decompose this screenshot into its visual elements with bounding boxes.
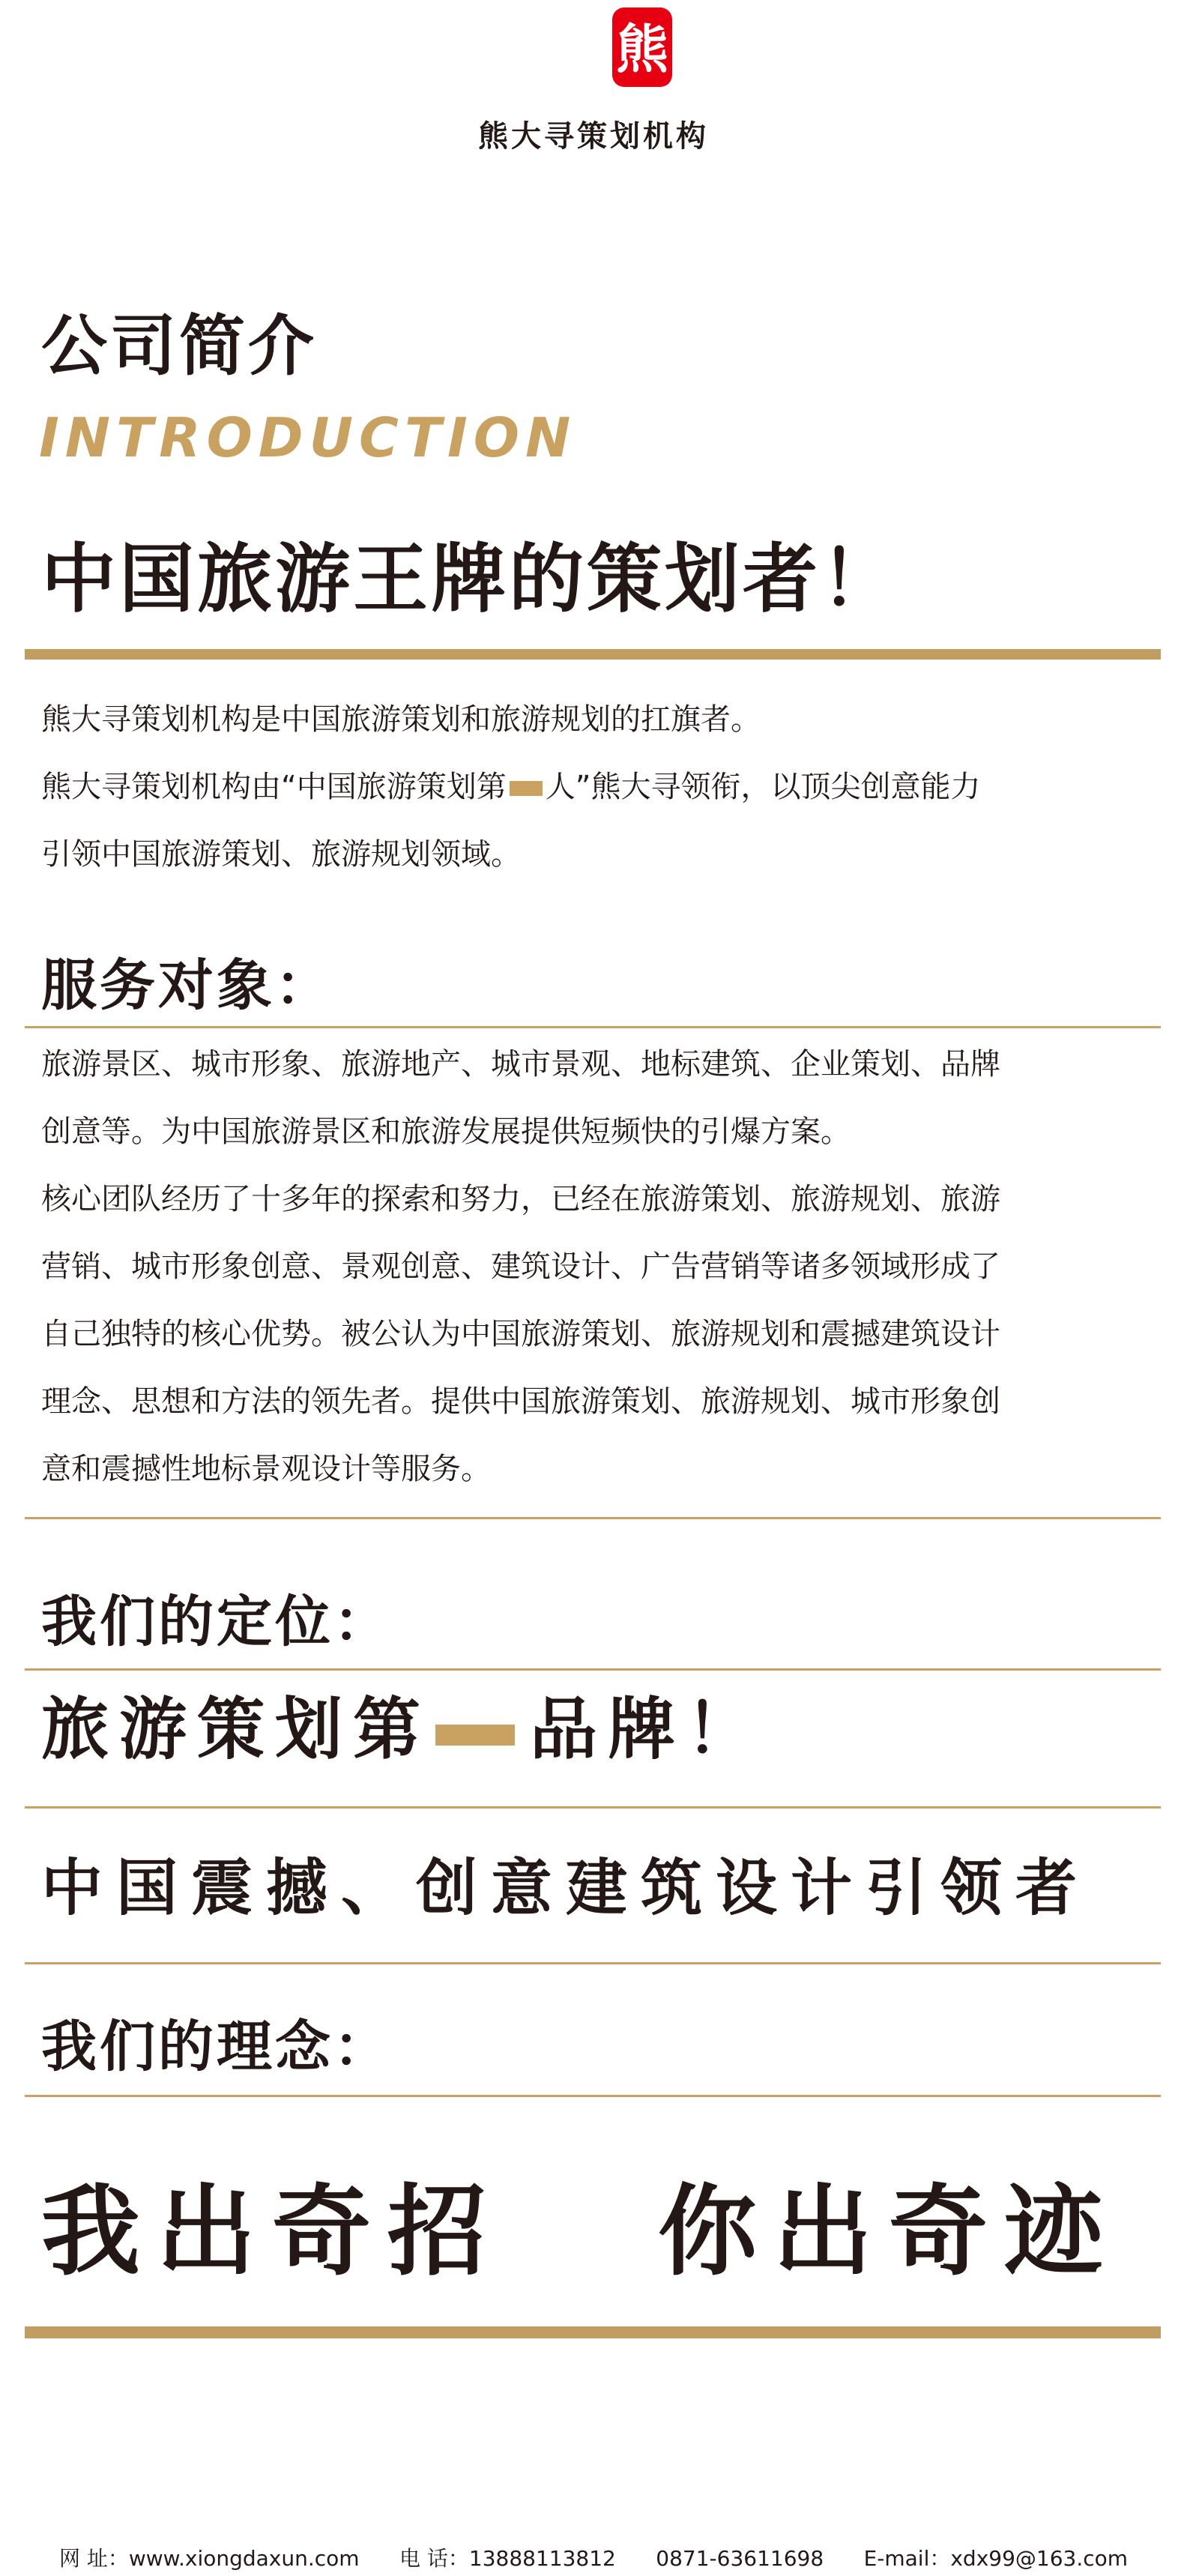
services-line: 营销、城市形象创意、景观创意、建筑设计、广告营销等诸多领域形成了: [41, 1249, 1000, 1284]
intro-line: 熊大寻策划机构由“中国旅游策划第 人”熊大寻领衔，以顶尖创意能力: [41, 770, 981, 804]
divider: [25, 2326, 1161, 2338]
divider: [25, 1026, 1161, 1028]
services-line: 创意等。为中国旅游景区和旅游发展提供短频快的引爆方案。: [41, 1114, 851, 1149]
email-link[interactable]: xdx99@163.com: [950, 2546, 1129, 2571]
divider: [25, 1806, 1161, 1809]
positioning-line-2: 中国震撼、创意建筑设计引领者: [41, 1852, 1091, 1924]
brand-name: 熊大寻策划机构: [478, 118, 709, 154]
services-line: 核心团队经历了十多年的探索和努力，已经在旅游策划、旅游规划、旅游: [41, 1182, 1000, 1216]
section-title-intro: 公司简介: [41, 307, 318, 384]
services-body: [41, 1031, 1150, 1503]
divider: [25, 2095, 1161, 2097]
website-link[interactable]: www.xiongdaxun.com: [128, 2546, 360, 2571]
divider: [25, 1668, 1161, 1671]
services-line: 自己独特的核心优势。被公认为中国旅游策划、旅游规划和震撼建筑设计: [41, 1317, 1000, 1351]
divider: [25, 1962, 1161, 1964]
divider: [25, 1517, 1161, 1519]
phone-number: 0871-63611698: [656, 2546, 824, 2571]
intro-line: 引领中国旅游策划、旅游规划领域。: [41, 837, 521, 872]
phone-number: 13888113812: [468, 2546, 616, 2571]
logo-seal: [609, 3, 675, 91]
services-line: 意和震撼性地标景观设计等服务。: [41, 1452, 491, 1486]
slogan-headline: 中国旅游王牌的策划者！: [41, 535, 898, 623]
intro-body: [41, 686, 1150, 888]
section-title-philosophy: 我们的理念：: [41, 2015, 392, 2079]
intro-line: 熊大寻策划机构是中国旅游策划和旅游规划的扛旗者。: [41, 702, 761, 737]
divider: [25, 649, 1161, 660]
services-line: 旅游景区、城市形象、旅游地产、城市景观、地标建筑、企业策划、品牌: [41, 1047, 1000, 1082]
services-line: 理念、思想和方法的领先者。提供中国旅游策划、旅游规划、城市形象创: [41, 1384, 1000, 1419]
motto-left: 我出奇招: [41, 2174, 503, 2290]
motto-right: 你出奇迹: [658, 2174, 1120, 2290]
redaction-bar: [435, 1725, 515, 1746]
section-title-intro-en: INTRODUCTION: [39, 406, 577, 469]
positioning-line-1: 旅游策划第 品牌！: [41, 1689, 764, 1769]
contact-footer: 网 址：www.xiongdaxun.com 电 话：13888113812 0871-63611698 E-mail：xdx99@163.com: [58, 2546, 1129, 2571]
section-title-positioning: 我们的定位：: [41, 1590, 392, 1654]
section-title-services: 服务对象：: [41, 953, 333, 1018]
svg-text:熊: 熊: [616, 18, 668, 80]
redaction-bar: [510, 781, 543, 796]
